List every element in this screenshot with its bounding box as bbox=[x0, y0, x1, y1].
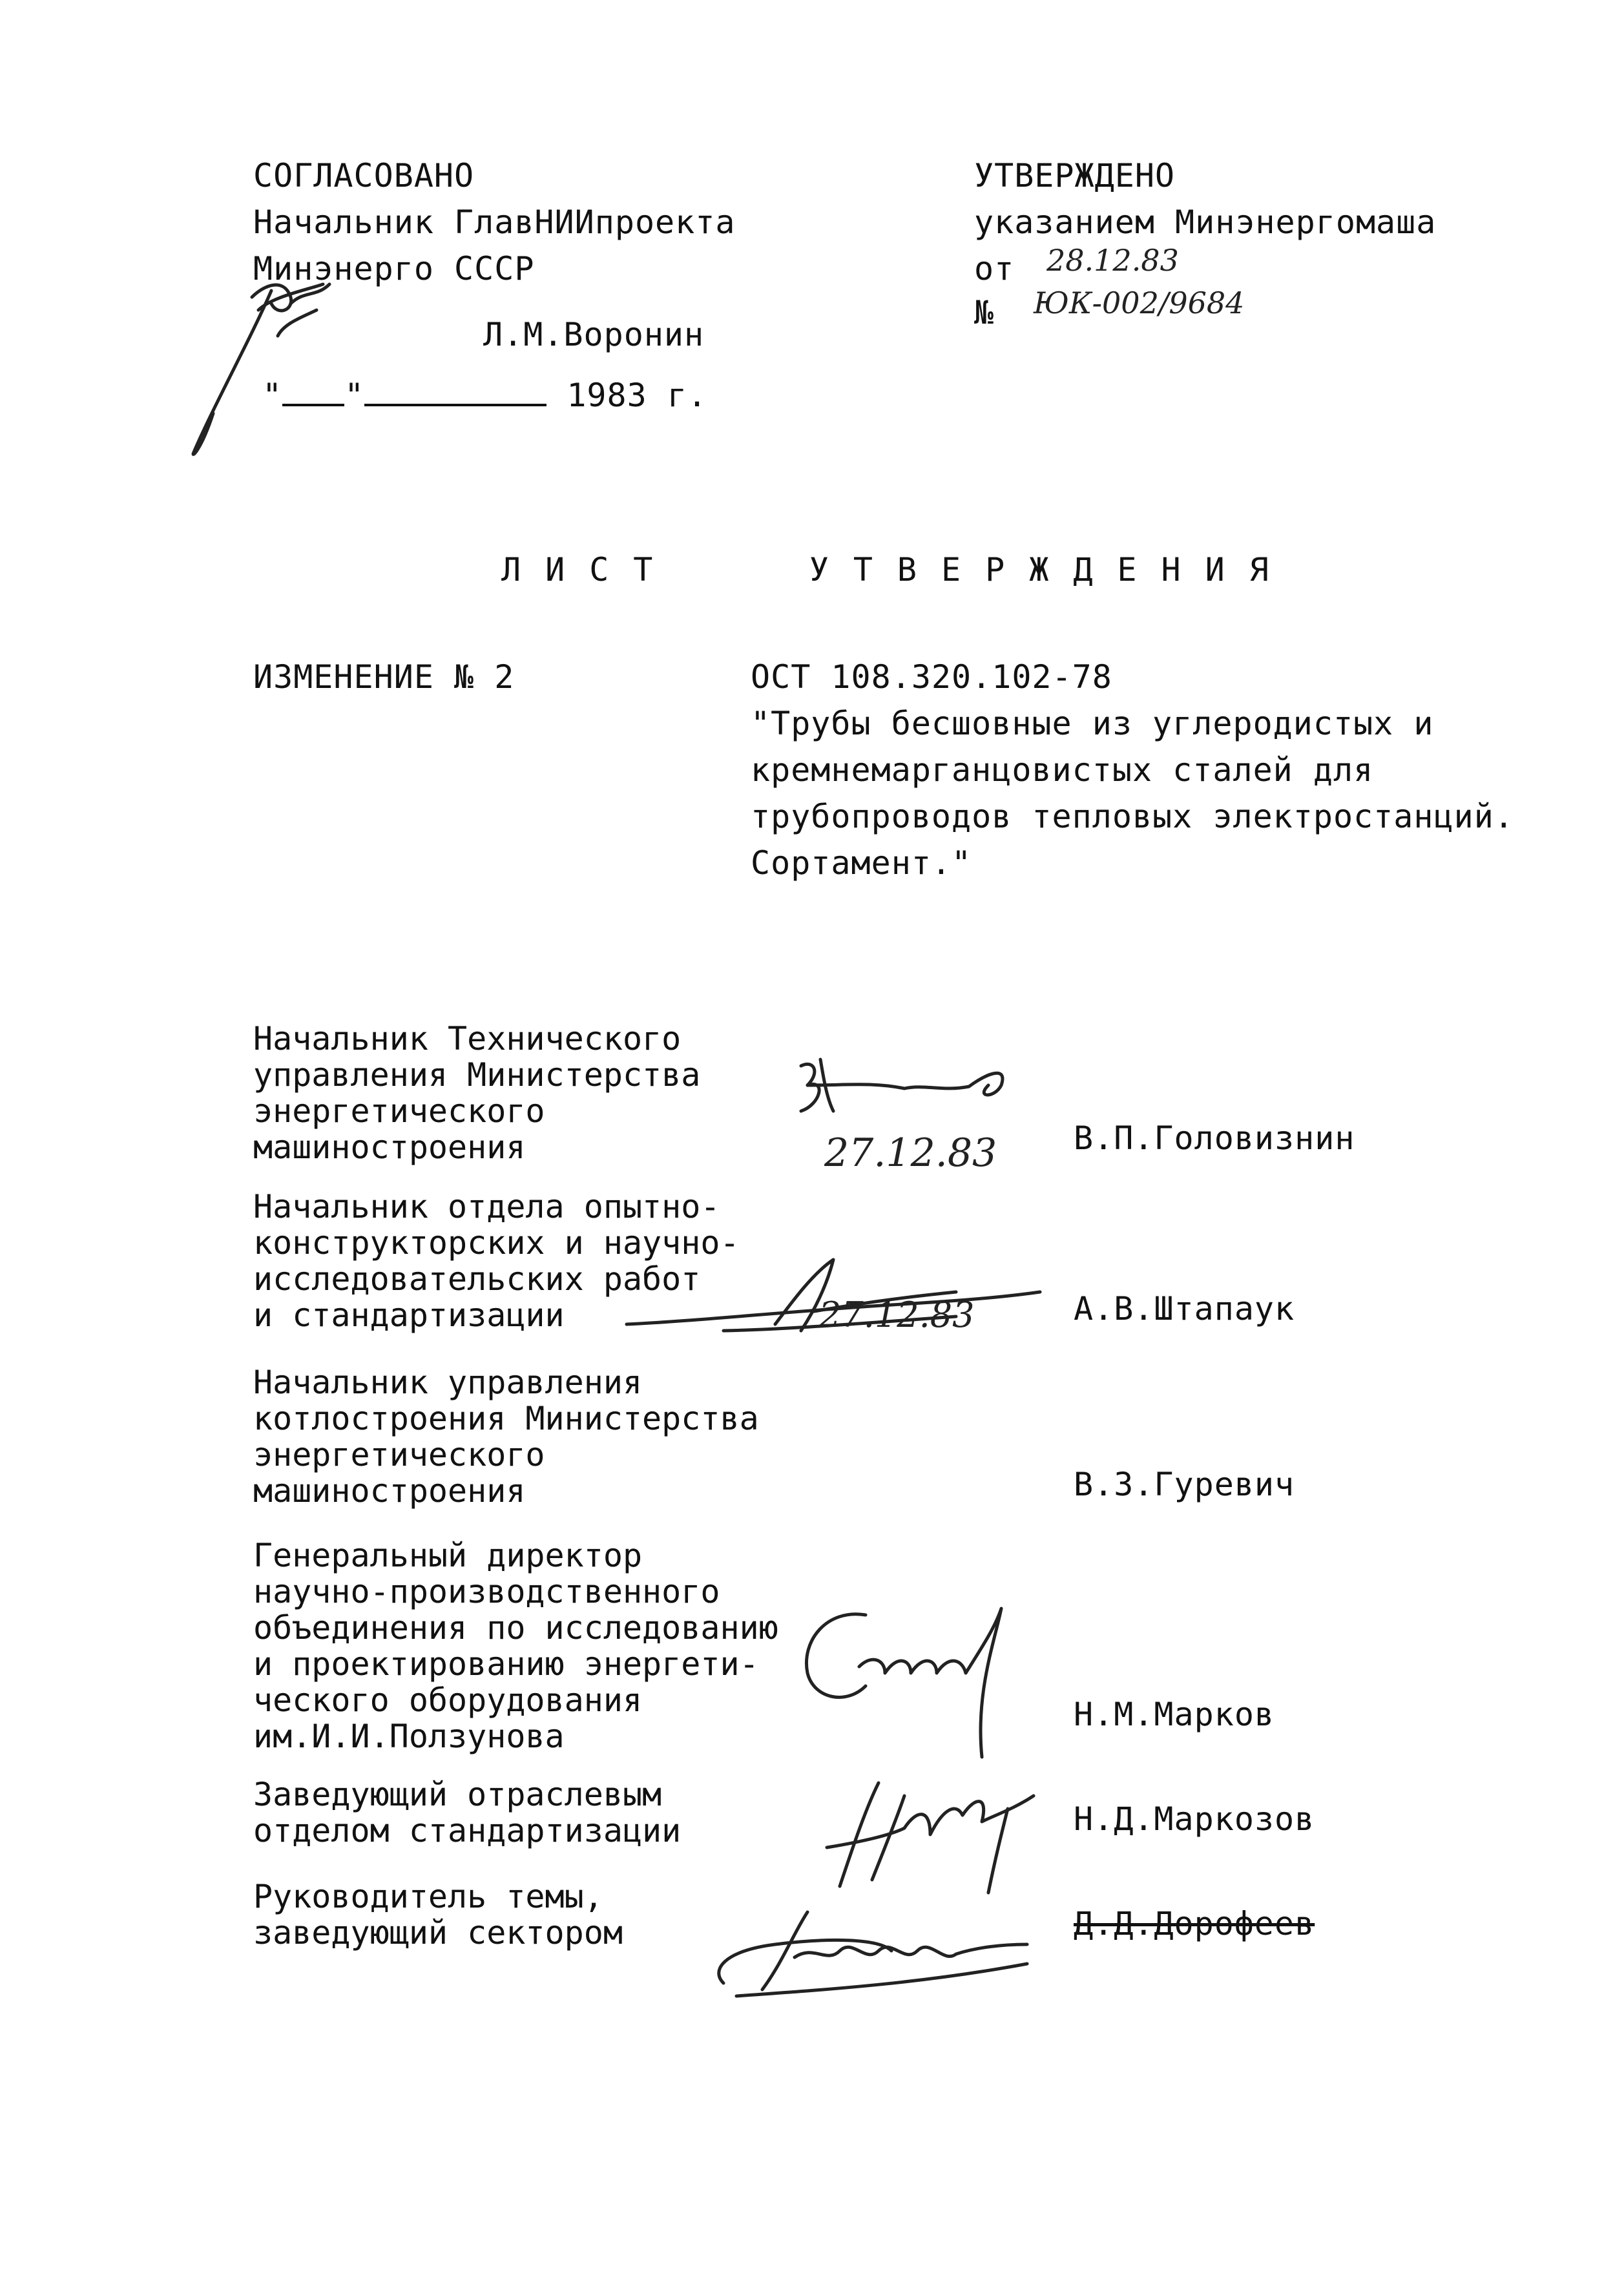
position-line: энергетического bbox=[253, 1436, 545, 1473]
position-line: Начальник Технического bbox=[253, 1020, 682, 1057]
position-line: Начальник отдела опытно- bbox=[253, 1188, 720, 1225]
position-line: исследовательских работ bbox=[253, 1260, 701, 1298]
agreed-position-line2: Минэнерго СССР bbox=[253, 250, 535, 287]
standard-number: ОСТ 108.320.102-78 bbox=[751, 658, 1112, 696]
agreed-signature bbox=[174, 258, 368, 465]
position-line: Начальник управления bbox=[253, 1364, 643, 1401]
agreed-name: Л.М.Воронин bbox=[483, 316, 705, 353]
approved-label: УТВЕРЖДЕНО bbox=[974, 157, 1176, 194]
position-line: энергетического bbox=[253, 1092, 545, 1130]
signatory-name: Н.М.Марков bbox=[1074, 1696, 1275, 1733]
position-line: котлостроения Министерства bbox=[253, 1400, 759, 1437]
position-line: машиностроения bbox=[253, 1472, 526, 1510]
approved-date-prefix: от bbox=[974, 250, 1015, 287]
page-title: ЛИСТ УТВЕРЖДЕНИЯ bbox=[501, 551, 1293, 588]
signatory-name: Н.Д.Маркозов bbox=[1074, 1800, 1315, 1838]
quote-open: " bbox=[262, 377, 283, 414]
signatory-date-handwritten: 27.12.83 bbox=[824, 1130, 997, 1176]
signature-markov bbox=[788, 1589, 1059, 1796]
signatory-name: Д.Д.Дорофеев bbox=[1074, 1905, 1315, 1942]
change-label: ИЗМЕНЕНИЕ № 2 bbox=[253, 658, 515, 696]
signatory-name: А.В.Штапаук bbox=[1074, 1290, 1295, 1327]
position-line: управления Министерства bbox=[253, 1056, 701, 1094]
quote-close: " bbox=[344, 377, 365, 414]
month-blank bbox=[364, 375, 547, 406]
signatory-position bbox=[253, 1776, 681, 1849]
agreed-position-line1: Начальник ГлавНИИпроекта bbox=[253, 203, 736, 241]
position-line: и проектированию энергети- bbox=[253, 1645, 759, 1683]
signatory-position bbox=[253, 1364, 759, 1509]
signature-markozov bbox=[814, 1770, 1046, 1899]
position-line: заведующий сектором bbox=[253, 1914, 623, 1951]
description-line: трубопроводов тепловых электростанций. bbox=[751, 798, 1514, 835]
position-line: Руководитель темы, bbox=[253, 1878, 603, 1915]
signature-dorofeev bbox=[698, 1893, 1046, 2022]
position-line: машиностроения bbox=[253, 1129, 526, 1166]
position-line: конструкторских и научно- bbox=[253, 1224, 740, 1262]
signatory-position bbox=[253, 1021, 700, 1165]
signatory-date-handwritten: 27.12.83 bbox=[819, 1295, 975, 1335]
position-line: Генеральный директор bbox=[253, 1537, 643, 1574]
approved-by-line: указанием Минэнергомаша bbox=[974, 203, 1437, 241]
signatory-name: В.П.Головизнин bbox=[1074, 1119, 1355, 1157]
signatory-name: В.З.Гуревич bbox=[1074, 1466, 1295, 1503]
position-line: объединения по исследованию bbox=[253, 1609, 778, 1647]
description-line: Сортамент." bbox=[751, 844, 972, 882]
approved-number-handwritten: ЮК-002/9684 bbox=[1034, 286, 1245, 320]
agreed-label: СОГЛАСОВАНО bbox=[253, 157, 475, 194]
position-line: ческого оборудования bbox=[253, 1681, 643, 1719]
signatory-position bbox=[253, 1537, 778, 1754]
signatory-position bbox=[253, 1878, 623, 1951]
approved-date-handwritten: 28.12.83 bbox=[1046, 243, 1179, 278]
approved-number-prefix: № bbox=[974, 294, 995, 331]
position-line: научно-производственного bbox=[253, 1573, 720, 1610]
position-line: и стандартизации bbox=[253, 1296, 565, 1334]
position-line: отделом стандартизации bbox=[253, 1812, 682, 1849]
position-line: им.И.И.Ползунова bbox=[253, 1718, 565, 1755]
agreed-year: 1983 г. bbox=[567, 377, 708, 414]
description-line: "Трубы бесшовные из углеродистых и bbox=[751, 705, 1434, 742]
position-line: Заведующий отраслевым bbox=[253, 1776, 662, 1813]
description-line: кремнемарганцовистых сталей для bbox=[751, 751, 1374, 789]
